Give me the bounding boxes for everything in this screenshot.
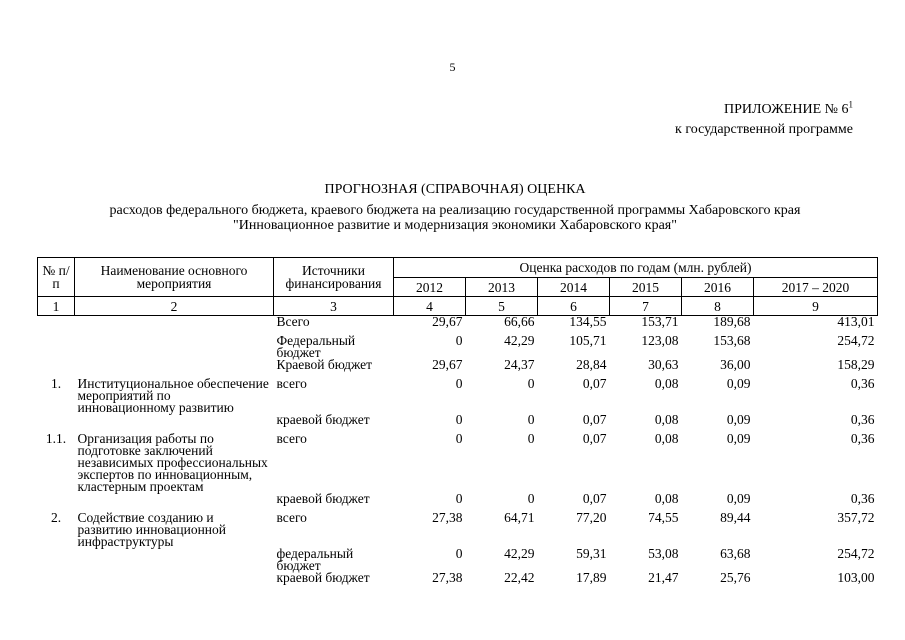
table-row: [38, 512, 878, 548]
row-value: 0,09: [726, 376, 751, 391]
row-value: 0,36: [850, 431, 875, 446]
row-funding-source: краевой бюджет: [276, 491, 370, 506]
appendix-header: [675, 100, 853, 140]
row-value: 0: [455, 491, 463, 506]
row-funding-source: Всего: [276, 314, 310, 329]
row-value: 254,72: [837, 546, 875, 561]
column-number: 5: [466, 297, 538, 316]
row-value: 89,44: [720, 510, 751, 525]
appendix-line1: ПРИЛОЖЕНИЕ № $6^1$: [724, 99, 853, 117]
row-funding-source: всего: [276, 376, 307, 391]
row-value: 21,47: [648, 570, 679, 585]
header-year: 2016: [682, 278, 754, 297]
row-value: 25,76: [720, 570, 751, 585]
row-value: 0: [527, 376, 535, 391]
row-value: 0,09: [726, 431, 751, 446]
header-year: 2012: [394, 278, 466, 297]
appendix-superscript: 1: [848, 99, 853, 110]
row-number: 2.: [50, 510, 62, 525]
row-number: [38, 316, 75, 336]
column-number: 8: [682, 297, 754, 316]
row-activity-name: Организация работы по подготовке заключений независимых профессиональных экспертов по инновационным, кластерным проектам: [77, 431, 268, 494]
row-value: 0: [455, 412, 463, 427]
row-value: 0,07: [582, 412, 607, 427]
header-estimate: Оценка расходов по годам (млн. рублей): [394, 258, 878, 278]
row-activity-name: Содействие созданию и развитию инновационной инфраструктуры: [77, 510, 226, 549]
page-number: 5: [449, 60, 456, 74]
row-value: 0: [527, 431, 535, 446]
row-value: 0: [455, 431, 463, 446]
expenditure-table: [37, 257, 878, 591]
row-value: 0,08: [654, 431, 679, 446]
row-value: 63,68: [720, 546, 751, 561]
row-value: 42,29: [504, 546, 535, 561]
title-line3: "Инновационное развитие и модернизация экономики Хабаровского края": [233, 218, 677, 233]
row-value: 0: [455, 546, 463, 561]
row-value: 103,00: [837, 570, 875, 585]
header-year: 2014: [538, 278, 610, 297]
column-number: 6: [538, 297, 610, 316]
row-value: 64,71: [504, 510, 535, 525]
title-line2: расходов федерального бюджета, краевого бюджета на реализацию государственной программы Хабаровского края: [109, 203, 801, 218]
row-value: 0,09: [726, 491, 751, 506]
row-activity-name: Институциональное обеспечение мероприятий по инновационному развитию: [77, 376, 269, 415]
row-value: 24,37: [504, 357, 535, 372]
row-value: 17,89: [576, 570, 607, 585]
row-value: 134,55: [569, 314, 607, 329]
header-source: Источники финансирования: [274, 258, 394, 297]
row-activity-name: [75, 316, 274, 336]
row-value: 77,20: [576, 510, 607, 525]
row-funding-source: краевой бюджет: [276, 412, 370, 427]
row-number: [38, 548, 75, 572]
document-title: [40, 182, 870, 233]
row-funding-source: Федеральный бюджет: [276, 333, 356, 360]
appendix-line2: к государственной программе: [675, 122, 853, 137]
row-value: 0,08: [654, 412, 679, 427]
column-number: 4: [394, 297, 466, 316]
header-year: 2015: [610, 278, 682, 297]
row-value: 0,08: [654, 376, 679, 391]
row-value: 0: [527, 412, 535, 427]
row-value: 0,07: [582, 491, 607, 506]
row-funding-source: Краевой бюджет: [276, 357, 373, 372]
header-name: Наименование основного мероприятия: [75, 258, 274, 297]
row-value: 0: [455, 333, 463, 348]
table-row: [38, 378, 878, 414]
row-value: 59,31: [576, 546, 607, 561]
row-value: 153,71: [641, 314, 679, 329]
row-value: 0,07: [582, 376, 607, 391]
row-funding-source: всего: [276, 431, 307, 446]
row-value: 123,08: [641, 333, 679, 348]
row-funding-source: федеральный бюджет: [276, 546, 354, 573]
row-value: 0: [455, 376, 463, 391]
column-number: 3: [274, 297, 394, 316]
row-value: 357,72: [837, 510, 875, 525]
header-year: 2013: [466, 278, 538, 297]
row-value: 0,07: [582, 431, 607, 446]
row-value: 158,29: [837, 357, 875, 372]
row-value: 153,68: [713, 333, 751, 348]
row-value: 66,66: [504, 314, 535, 329]
column-number: 7: [610, 297, 682, 316]
row-activity-name: [75, 335, 274, 359]
row-value: 27,38: [432, 570, 463, 585]
row-number: 1.: [50, 376, 62, 391]
column-number: 9: [754, 297, 878, 316]
row-value: 36,00: [720, 357, 751, 372]
row-value: 74,55: [648, 510, 679, 525]
column-number: 1: [38, 297, 75, 316]
table-row: [38, 433, 878, 493]
row-value: 28,84: [576, 357, 607, 372]
table-row: [38, 335, 878, 359]
header-year: 2017 – 2020: [754, 278, 878, 297]
row-funding-source: всего: [276, 510, 307, 525]
row-value: 29,67: [432, 357, 463, 372]
row-value: 0,36: [850, 491, 875, 506]
row-value: 27,38: [432, 510, 463, 525]
column-number: 2: [75, 297, 274, 316]
row-value: 42,29: [504, 333, 535, 348]
row-value: 0,36: [850, 376, 875, 391]
row-value: 189,68: [713, 314, 751, 329]
row-value: 413,01: [837, 314, 875, 329]
row-value: 254,72: [837, 333, 875, 348]
row-number: [38, 335, 75, 359]
row-value: 29,67: [432, 314, 463, 329]
table-row: [38, 572, 878, 591]
row-value: 105,71: [569, 333, 607, 348]
title-line1: ПРОГНОЗНАЯ (СПРАВОЧНАЯ) ОЦЕНКА: [324, 182, 586, 197]
row-number: [38, 572, 75, 591]
row-activity-name: [75, 572, 274, 591]
table-row: [38, 548, 878, 572]
row-value: 30,63: [648, 357, 679, 372]
row-number: 1.1.: [45, 431, 67, 446]
row-activity-name: [75, 548, 274, 572]
row-funding-source: краевой бюджет: [276, 570, 370, 585]
row-value: 53,08: [648, 546, 679, 561]
row-value: 22,42: [504, 570, 535, 585]
row-value: 0,08: [654, 491, 679, 506]
row-value: 0,09: [726, 412, 751, 427]
row-value: 0,36: [850, 412, 875, 427]
header-no: № п/п: [38, 258, 75, 297]
row-value: 0: [527, 491, 535, 506]
